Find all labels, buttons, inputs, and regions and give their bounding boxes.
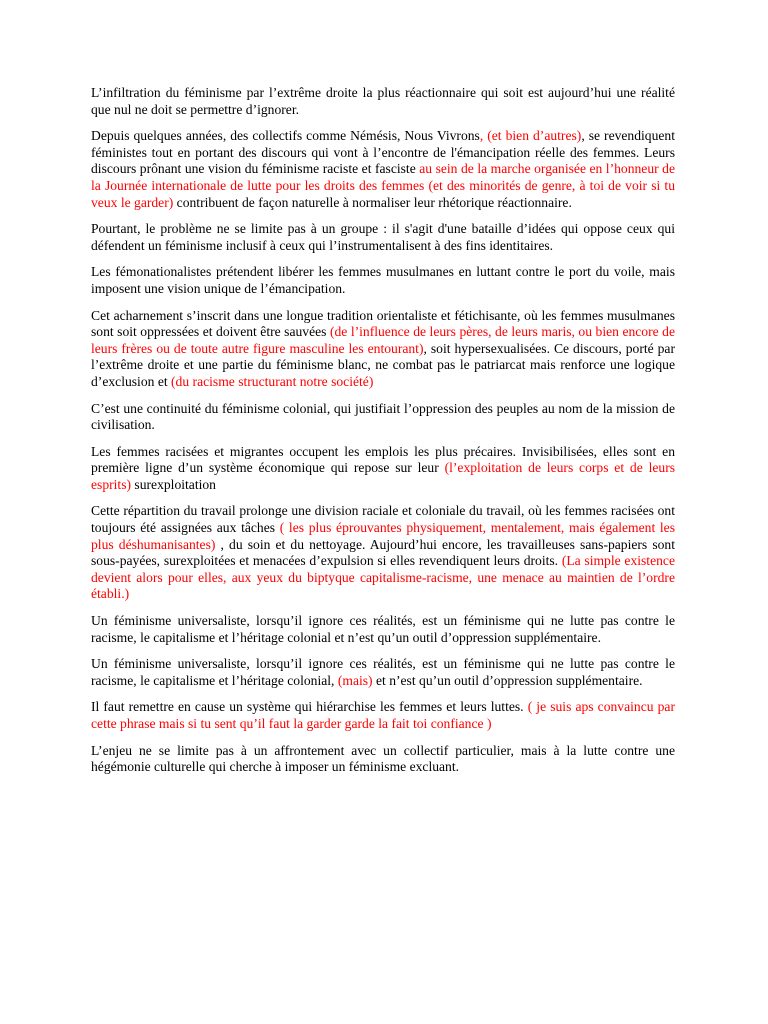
text-run: , du soin et du nettoyage. Aujourd’hui encore, les travailleuses sans-papiers sont sous-payées, surexploitées et menacées d’expulsion si elles revendiquent leurs droits. [91, 536, 675, 569]
text-run: , se revendiquent féministes tout en portant des discours qui vont à l’encontre de l'émancipation réelle des femmes. Leurs discours prônant une vision du féminisme raciste et fasciste [91, 128, 676, 177]
paragraph-7 [91, 444, 675, 494]
paragraph-5 [91, 308, 675, 391]
text-run: Il faut remettre en cause un système qui hiérarchise les femmes et leurs luttes. [91, 699, 528, 715]
paragraph-11 [91, 699, 675, 732]
paragraph-2 [91, 128, 675, 211]
comment-run: (mais) [337, 672, 373, 688]
document-page [91, 85, 675, 786]
text-run: Un féminisme universaliste, lorsqu’il ignore ces réalités, est un féminisme qui ne lutte pas contre le racisme, le capitalisme et l’héritage colonial et n’est qu’un outil d’oppression supplémentaire. [91, 613, 675, 645]
paragraph-6 [91, 401, 675, 434]
paragraph-12 [91, 743, 675, 776]
paragraph-8 [91, 503, 675, 603]
text-run: , soit hypersexualisées. Ce discours, porté par l’extrême droite et une partie du féminisme blanc, ne combat pas le patriarcat mais renforce une logique d’exclusion et [91, 340, 675, 389]
text-run: Les fémonationalistes prétendent libérer les femmes musulmanes en luttant contre le port du voile, mais imposent une vision unique de l’émancipation. [91, 264, 675, 296]
text-run: contribuent de façon naturelle à normaliser leur rhétorique réactionnaire. [173, 194, 572, 210]
comment-run: (de l’influence de leurs pères, de leurs maris, ou bien encore de leurs frères ou de toute autre figure masculine les entourant) [91, 324, 675, 356]
text-run: Depuis quelques années, des collectifs comme Némésis, Nous Vivrons [91, 128, 480, 144]
text-run: L’enjeu ne se limite pas à un affrontement avec un collectif particulier, mais à la lutte contre une hégémonie culturelle qui cherche à imposer un féminisme excluant. [91, 742, 675, 775]
comment-run: (l’exploitation de leurs corps et de leurs esprits) [91, 460, 676, 492]
paragraph-9 [91, 613, 675, 646]
comment-run: (La simple existence devient alors pour elles, aux yeux du biptyque capitalisme-racisme, une menace au maintien de l’ordre établi.) [91, 553, 675, 602]
paragraph-1 [91, 85, 675, 118]
comment-run: ( je suis aps convaincu par cette phrase mais si tu sent qu’il faut la garder garde la fait toi confiance ) [91, 699, 675, 731]
text-run: Cette répartition du travail prolonge une division raciale et coloniale du travail, où les femmes racisées ont toujours été assignées aux tâches [91, 503, 675, 536]
comment-run: , (et bien d’autres) [479, 128, 582, 144]
text-run: Un féminisme universaliste, lorsqu’il ignore ces réalités, est un féminisme qui ne lutte pas contre le racisme, le capitalisme et l’héritage colonial, [91, 656, 675, 688]
text-run: Les femmes racisées et migrantes occupent les emplois les plus précaires. Invisibilisées, elles sont en première ligne d’un système économique qui repose sur leur [91, 443, 675, 476]
comment-run: ( les plus éprouvantes physiquement, mentalement, mais également les plus déshumanisantes) [91, 520, 675, 552]
text-run: et n’est qu’un outil d’oppression supplémentaire. [372, 672, 643, 688]
text-run: C’est une continuité du féminisme colonial, qui justifiait l’oppression des peuples au nom de la mission de civilisation. [91, 400, 675, 433]
text-run: Cet acharnement s’inscrit dans une longue tradition orientaliste et fétichisante, où les femmes musulmanes sont soit oppressées et doivent être sauvées [91, 307, 675, 340]
text-run: Pourtant, le problème ne se limite pas à un groupe : il s'agit d'une bataille d’idées qui oppose ceux qui défendent un féminisme inclusif à ceux qui l’instrumentalisent à des fins identitaires. [91, 221, 675, 253]
comment-run: (du racisme structurant notre société) [171, 373, 374, 389]
comment-run: au sein de la marche organisée en l’honneur de la Journée internationale de lutte pour les droits des femmes (et des minorités de genre, à toi de voir si tu veux le garder) [91, 161, 675, 210]
text-run: surexploitation [131, 476, 216, 492]
paragraph-10 [91, 656, 675, 689]
paragraph-3 [91, 221, 675, 254]
paragraph-4 [91, 264, 675, 297]
text-run: L’infiltration du féminisme par l’extrême droite la plus réactionnaire qui soit est aujourd’hui une réalité que nul ne doit se permettre d’ignorer. [91, 85, 675, 117]
